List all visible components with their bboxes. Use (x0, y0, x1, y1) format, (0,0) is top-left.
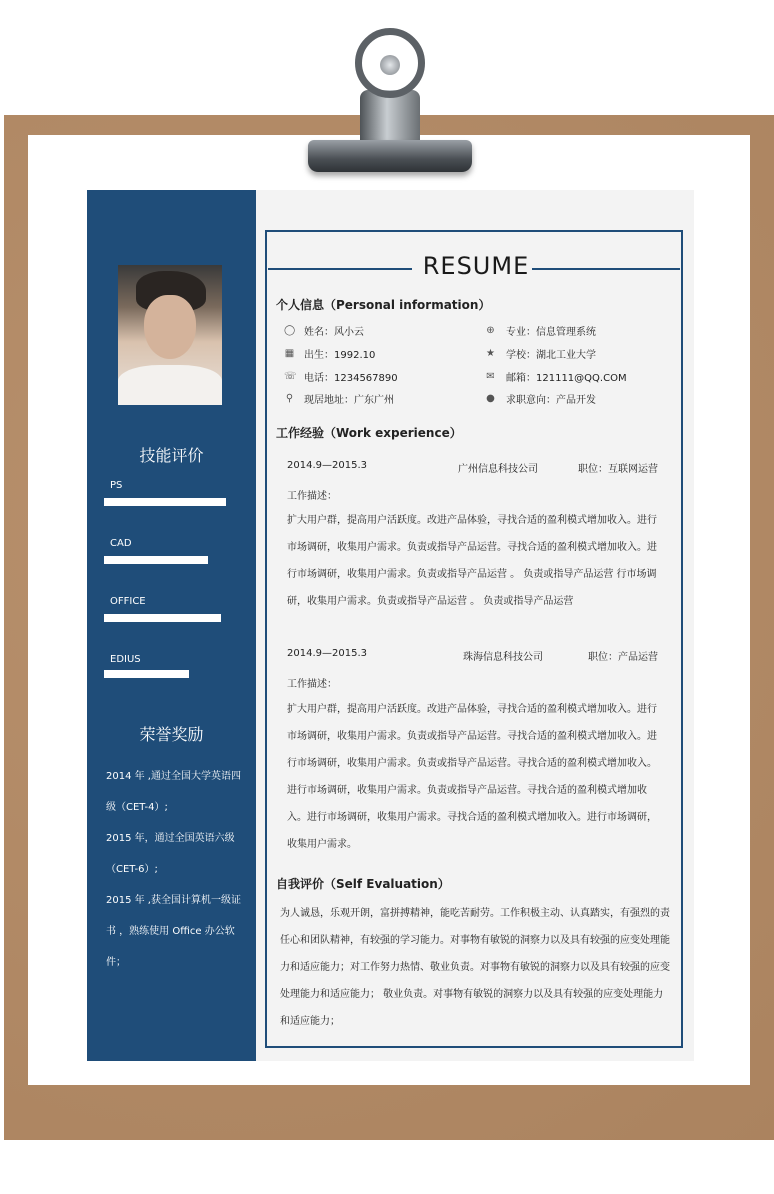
job-period: 2014.9—2015.3 (287, 648, 367, 659)
info-name: 姓名：风小云 (304, 327, 364, 338)
skill-label-office: OFFICE (110, 596, 146, 607)
info-major: 专业：信息管理系统 (506, 327, 596, 338)
awards-title: 荣誉奖励 (139, 725, 204, 744)
skill-bar-office (104, 614, 221, 622)
job-position: 职位：产品运营 (588, 652, 658, 663)
job-period: 2014.9—2015.3 (287, 460, 367, 471)
badge-icon: ● (486, 393, 495, 404)
award-item: 2014 年 ,通过全国大学英语四级（CET-4）; (106, 771, 241, 813)
skill-label-cad: CAD (110, 538, 132, 549)
job-desc-label: 工作描述： (287, 679, 337, 690)
self-evaluation-text: 为人诚恳，乐观开朗，富拼搏精神，能吃苦耐劳。工作积极主动、认真踏实，有强烈的责任心和团队精神，有较强的学习能力。对事物有敏锐的洞察力以及具有较强的应变处理能力和适应能力；对工作努力热情、敬业负责。对事物有敏锐的洞察力以及具有较强的应变处理能力和适应能力； 敬业负责。对事物有敏锐的洞察力以及具有较强的应变处理能力和适应能力； (280, 908, 670, 1027)
mail-icon: ✉ (486, 371, 495, 382)
skill-label-ps: PS (110, 480, 123, 491)
sidebar (87, 190, 256, 1061)
skills-title: 技能评价 (139, 446, 204, 465)
work-experience-heading: 工作经验（Work experience） (276, 426, 462, 440)
job-description: 扩大用户群，提高用户活跃度。改进产品体验，寻找合适的盈利模式增加收入。进行市场调研，收集用户需求。负责或指导产品运营。寻找合适的盈利模式增加收入。进行市场调研，收集用户需求。负责或指导产品运营。寻找合适的盈利模式增加收入。进行市场调研，收集用户需求。负责或指导产品运营。寻找合适的盈利模式增加收入。进行市场调研，收集用户需求。寻找合适的盈利模式增加收入。进行市场调研，收集用户需求。 (287, 704, 657, 850)
skill-bar-edius (104, 670, 189, 678)
award-item: 2015 年 ,获全国计算机一级证书 ，熟练使用 Office 办公软件； (106, 895, 241, 968)
resume-title: RESUME (422, 252, 530, 280)
phone-icon: ☏ (284, 371, 297, 382)
self-evaluation-heading: 自我评价（Self Evaluation） (276, 877, 450, 891)
binder-clip-icon (355, 28, 425, 98)
info-birth: 出生：1992.10 (304, 350, 376, 361)
info-intent: 求职意向：产品开发 (506, 395, 596, 406)
graduation-icon: ★ (486, 348, 495, 359)
job-company: 珠海信息科技公司 (463, 652, 543, 663)
clip-base (308, 140, 472, 172)
job-desc-label: 工作描述： (287, 491, 337, 502)
title-line-left (268, 268, 412, 270)
skill-bar-ps (104, 498, 226, 506)
user-icon: ◯ (284, 325, 296, 336)
location-icon: ⚲ (285, 393, 294, 404)
skill-bar-cad (104, 556, 208, 564)
job-company: 广州信息科技公司 (458, 464, 538, 475)
award-item: 2015 年，通过全国英语六级（CET-6）; (106, 833, 235, 875)
crosshair-icon: ⊕ (486, 325, 495, 336)
job-position: 职位：互联网运营 (578, 464, 658, 475)
skill-label-edius: EDIUS (110, 654, 141, 665)
info-phone: 电话：1234567890 (304, 373, 398, 384)
info-email: 邮箱：121111@QQ.COM (506, 373, 627, 384)
info-address: 现居地址：广东广州 (304, 395, 394, 406)
job-description: 扩大用户群，提高用户活跃度。改进产品体验，寻找合适的盈利模式增加收入。进行市场调研，收集用户需求。负责或指导产品运营。寻找合适的盈利模式增加收入。进行市场调研，收集用户需求。负责或指导产品运营 。 负责或指导产品运营 行市场调研，收集用户需求。负责或指导产品运营 。 负责或指导产品运营 (287, 515, 657, 607)
calendar-icon: ▦ (284, 348, 295, 359)
info-school: 学校：湖北工业大学 (506, 350, 596, 361)
personal-info-heading: 个人信息（Personal information） (276, 298, 491, 312)
profile-photo (118, 265, 222, 405)
resume-content (256, 190, 694, 1061)
